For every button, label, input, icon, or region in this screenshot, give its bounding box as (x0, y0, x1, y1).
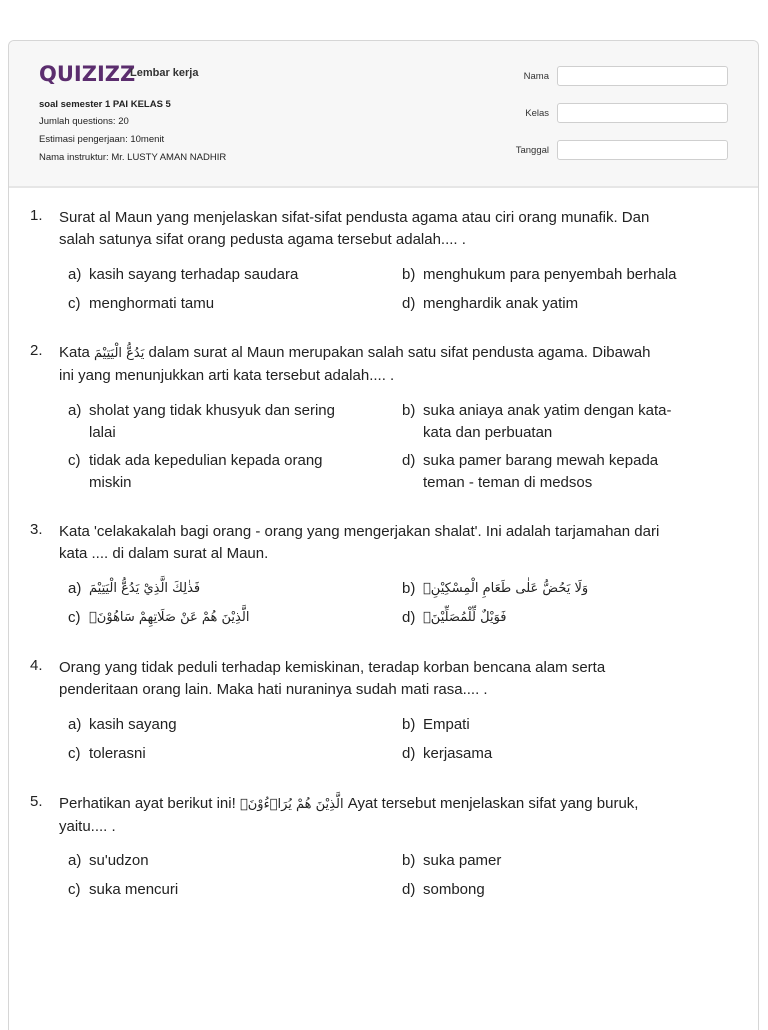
question-text-part: Perhatikan ayat berikut ini! (59, 795, 236, 812)
question-text (59, 342, 724, 387)
name-label: Nama (523, 71, 549, 82)
option-letter: d) (402, 609, 416, 626)
question-line: Kata 'celakakalah bagi orang - orang yang mengerjakan shalat'. Ini adalah tarjamahan dari (59, 523, 660, 540)
option-letter: d) (402, 452, 416, 469)
question-number: 3. (30, 521, 43, 538)
option-letter: d) (402, 881, 416, 898)
option-arabic: الَّذِيْنَ هُمْ عَنْ صَلَاتِهِمْ سَاهُوْنَۙ (89, 610, 250, 625)
option-line: teman - teman di medsos (423, 474, 593, 491)
option-letter: d) (402, 745, 416, 762)
question-number: 1. (30, 207, 43, 224)
date-field[interactable] (557, 140, 728, 160)
question-text (59, 657, 724, 701)
option-letter: d) (402, 295, 416, 312)
question-text-part: Ayat tersebut menjelaskan sifat yang buruk, (347, 795, 639, 812)
option-text: kasih sayang terhadap saudara (89, 266, 299, 283)
question-line: yaitu.... . (59, 818, 116, 835)
option-arabic: فَذٰلِكَ الَّذِيْ يَدُعُّ الْيَتِيْمَ (89, 581, 201, 596)
option-text: kerjasama (423, 745, 493, 762)
option-arabic: فَوَيْلٌ لِّلْمُصَلِّيْنَۙ (423, 610, 507, 625)
option-letter: a) (68, 852, 82, 869)
option-arabic: وَلَا يَحُضُّ عَلٰى طَعَامِ الْمِسْكِيْنِۗ (423, 581, 589, 596)
option-text (89, 400, 335, 444)
option-text: menghardik anak yatim (423, 295, 579, 312)
option-text: menghukum para penyembah berhala (423, 266, 677, 283)
option-letter: c) (68, 881, 81, 898)
worksheet-title: soal semester 1 PAI KELAS 5 (39, 99, 171, 110)
question-text (59, 207, 724, 251)
option-line: miskin (89, 474, 132, 491)
option-line: sholat yang tidak khusyuk dan sering (89, 402, 335, 419)
instructor-name: Nama instruktur: Mr. LUSTY AMAN NADHIR (39, 152, 227, 163)
arabic-phrase: الَّذِيْنَ هُمْ يُرَاۤءُوْنَۙ (239, 797, 344, 812)
option-letter: b) (402, 716, 416, 733)
option-letter: b) (402, 402, 416, 419)
option-line: tidak ada kepedulian kepada orang (89, 452, 323, 469)
option-letter: a) (68, 716, 82, 733)
question-line: Orang yang tidak peduli terhadap kemiskinan, teradap korban bencana alam serta (59, 659, 606, 676)
name-field[interactable] (557, 66, 728, 86)
question-line: kata .... di dalam surat al Maun. (59, 545, 269, 562)
option-letter: b) (402, 852, 416, 869)
date-label: Tanggal (515, 145, 549, 156)
option-line: lalai (89, 424, 116, 441)
option-line: suka pamer barang mewah kepada (423, 452, 659, 469)
option-text (423, 400, 672, 444)
estimate-time: Estimasi pengerjaan: 10menit (39, 134, 165, 145)
arabic-phrase: يَدُعُّ الْيَتِيْمَ (94, 346, 145, 361)
quizizz-logo: QUIZIZZ (39, 62, 136, 86)
option-letter: c) (68, 452, 81, 469)
question-line: salah satunya sifat orang pedusta agama tersebut adalah.... . (59, 231, 466, 248)
option-text: sombong (423, 881, 485, 898)
option-letter: b) (402, 580, 416, 597)
question-text-part: Kata (59, 344, 90, 361)
question-line (59, 793, 724, 816)
option-text: suka pamer (423, 852, 502, 869)
option-text: menghormati tamu (89, 295, 215, 312)
option-text (423, 450, 658, 494)
class-field[interactable] (557, 103, 728, 123)
question-line (59, 342, 724, 365)
option-text: kasih sayang (89, 716, 177, 733)
question-number: 4. (30, 657, 43, 674)
option-letter: a) (68, 266, 82, 283)
question-number: 5. (30, 793, 43, 810)
question-line: penderitaan orang lain. Maka hati nuraninya sudah mati rasa.... . (59, 681, 488, 698)
option-letter: a) (68, 402, 82, 419)
option-text (89, 450, 323, 494)
question-text-part: dalam surat al Maun merupakan salah satu sifat pendusta agama. Dibawah (148, 344, 651, 361)
option-letter: c) (68, 295, 81, 312)
option-letter: b) (402, 266, 416, 283)
option-letter: c) (68, 609, 81, 626)
option-letter: c) (68, 745, 81, 762)
option-text: tolerasni (89, 745, 146, 762)
worksheet-subtitle: Lembar kerja (130, 67, 199, 79)
option-line: kata dan perbuatan (423, 424, 553, 441)
class-label: Kelas (525, 108, 549, 119)
option-letter: a) (68, 580, 82, 597)
option-text: su'udzon (89, 852, 149, 869)
question-line: Surat al Maun yang menjelaskan sifat-sifat pendusta agama atau ciri orang munafik. Dan (59, 209, 650, 226)
questions-count: Jumlah questions: 20 (39, 116, 129, 127)
question-text (59, 521, 724, 565)
option-line: suka aniaya anak yatim dengan kata- (423, 402, 672, 419)
question-number: 2. (30, 342, 43, 359)
question-line: ini yang menunjukkan arti kata tersebut adalah.... . (59, 367, 395, 384)
option-text: Empati (423, 716, 470, 733)
worksheet-header (9, 41, 758, 188)
option-text: suka mencuri (89, 881, 179, 898)
question-text (59, 793, 724, 838)
